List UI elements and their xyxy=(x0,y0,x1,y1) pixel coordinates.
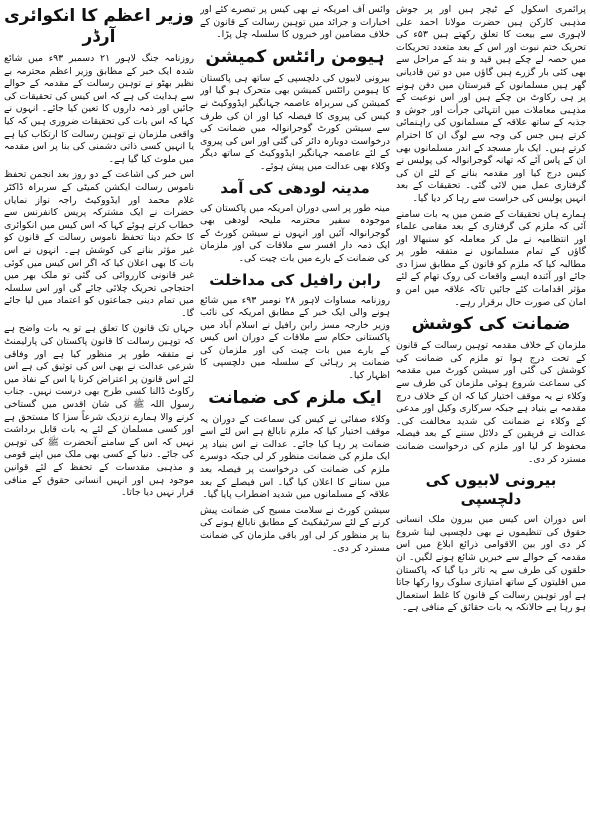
paragraph: جہاں تک قانون کا تعلق ہے تو یہ بات واضح ہے کہ توہین رسالت کا قانون پاکستان کی پارلیمنٹ نے متفقہ طور پر منظور کیا ہے اور وفاقی شرعی عدالت نے بھی اس کی توثیق کی ہے اس لئے اس قانون پر اعتراض کرنا یا اس کے نفاذ میں رکاوٹ ڈالنا کسی طرح بھی درست نہیں۔ جناب رسول اللہ ﷺ کی شان اقدس میں گستاخی کرنے والا ہمارے نزدیک شرعاً سزا کا مستحق ہے اور کسی مسلمان کے لئے یہ بات قابل برداشت نہیں کہ اس کے سامنے آنحضرت ﷺ کی توہین کی جائے۔ دنیا کے کسی بھی ملک میں اپنے قومی و مذہبی مقدسات کے تحفظ کے لئے قوانین موجود ہیں اور انہیں انسانی حقوق کے منافی قرار نہیں دیا جاتا۔ xyxy=(4,323,194,499)
headline: وزیر اعظم کا انکوائری آرڈر xyxy=(4,6,194,47)
headline: رابن رافیل کی مداخلت xyxy=(209,270,381,289)
column-1 xyxy=(396,4,586,837)
column-2 xyxy=(200,4,390,837)
paragraph: وائس آف امریکہ نے بھی کیس پر تبصرے کئے اور اخبارات و جرائد میں توہین رسالت کے قانون کے خلاف مضامین اور خبروں کا سلسلہ چل پڑا۔ xyxy=(200,4,390,41)
paragraph: ملزمان کے خلاف مقدمہ توہین رسالت کے قانون کے تحت درج ہوا تو ملزم کی ضمانت کی کوشش کی گئی اور سیشن کورٹ میں مقدمہ کی سماعت شروع ہوئی ملزمان کی طرف سے وکلاء نے یہ موقف اختیار کیا کہ ان کے خلاف درج مقدمہ بے بنیاد ہے جبکہ سرکاری وکیل اور مدعی کے وکلاء نے ضمانت کی شدید مخالفت کی۔ عدالت نے فریقین کے دلائل سننے کے بعد فیصلہ محفوظ کر لیا اور ملزم کی درخواست ضمانت مسترد کر دی۔ xyxy=(396,340,586,465)
headline: مدینہ لودھی کی آمد xyxy=(220,178,370,197)
headline: ہیومن رائٹس کمیشن xyxy=(205,46,385,67)
paragraph: روزنامہ مساوات لاہور ۲۸ نومبر ۹۳ء میں شائع ہونے والی ایک خبر کے مطابق امریکہ کی نائب وزیر خارجہ مسز رابن رافیل نے اسلام آباد میں پاکستانی حکام سے ملاقات کے دوران اس کیس کے بارے میں بات چیت کی اور ملزمان کی ضمانت پر رہائی کے سلسلہ میں دلچسپی کا اظہار کیا۔ xyxy=(200,294,390,382)
headline: بیرونی لابیوں کی دلچسپی xyxy=(425,471,557,509)
column-3 xyxy=(4,4,194,837)
paragraph: بیرونی لابیوں کی دلچسپی کے ساتھ ہی پاکستان کا ہیومن رائٹس کمیشن بھی متحرک ہو گیا اور کمیشن کی سربراہ عاصمہ جہانگیر ایڈووکیٹ نے کیس کی پیروی کا فیصلہ کیا اور ان کی طرف سے سیشن کورٹ گوجرانوالہ میں ضمانت کی درخواست دوبارہ دائر کی گئی اور اس کی پیروی کے لئے عاصمہ جہانگیر ایڈووکیٹ کے ساتھ دیگر وکلاء بھی عدالت میں پیش ہوئے۔ xyxy=(200,72,390,172)
paragraph: وکلاء صفائی نے کیس کی سماعت کے دوران یہ موقف اختیار کیا کہ ملزم نابالغ ہے اس لئے اسے ضمانت پر رہا کیا جائے۔ عدالت نے اس بنیاد پر ایک ملزم کی ضمانت منظور کر لی جبکہ دوسرے ملزم کی ضمانت کی درخواست پر فیصلہ بعد میں سنانے کا اعلان کیا گیا۔ اس فیصلے کے بعد علاقہ کے مسلمانوں میں شدید اضطراب پایا گیا۔ xyxy=(200,413,390,501)
paragraph: سیشن کورٹ نے سلامت مسیح کی ضمانت پیش کرنے کے لئے سرٹیفکیٹ کے مطابق نابالغ ہونے کی بنا پر منظور کر لی اور باقی ملزمان کی ضمانت مسترد کر دی۔ xyxy=(200,504,390,554)
paragraph: روزنامہ جنگ لاہور ۲۱ دسمبر ۹۳ء میں شائع شدہ ایک خبر کے مطابق وزیر اعظم محترمہ بے نظیر بھٹو نے توہین رسالت کے مقدمہ کے حوالے سے ہدایت کی ہے کہ اس کیس کی تحقیقات کی جائیں اور ذمہ داروں کا تعین کیا جائے۔ انہوں نے کہا کہ اس بات کی تحقیقات ضروری ہیں کہ کیا واقعی ملزمان نے توہین رسالت کا ارتکاب کیا ہے یا انہیں کسی ذاتی دشمنی کی بنا پر اس مقدمہ میں ملوث کیا گیا ہے۔ xyxy=(4,53,194,165)
paragraph: پرائمری اسکول کے ٹیچر ہیں اور پر جوش مذہبی کارکن ہیں حضرت مولانا احمد علی لاہوری سے بیعت کا تعلق رکھتے ہیں ۵۳ء کی تحریک ختم نبوت اور اس کے بعد متعدد تحریکات میں حصہ لے چکے ہیں قید و بند کے مراحل سے بھی کئی بار گزرے ہیں گاؤں میں دو تین قادیانی گھر ہیں مسلمانوں کے قبرستان میں دفن ہونے پر ہی رکاوٹ بن چکے ہیں اور اس نوعیت کے مذہبی معاملات میں انتہائی جرأت اور جوش و جذبہ کے ساتھ علاقہ کے مسلمانوں کی راہنمائی کرتے ہیں جس کی وجہ سے لوگ ان کا احترام کرتے ہیں۔ ایک بار مسجد کے اندر مسلمانوں بھی ان کے پاس آئے کہ تھانہ گوجرانوالہ کی پولیس نے کیس درج کیا اور مقدمہ بنانے کے لئے ان کی گرفتاری عمل میں لائی گئی۔ تحقیقات کے بعد انہیں پولیس کی حراست سے رہا کر دیا گیا۔ xyxy=(396,4,586,204)
headline: ایک ملزم کی ضمانت xyxy=(208,387,382,408)
paragraph: مینہ طور پر اسی دوران امریکہ میں پاکستان کی موجودہ سفیر محترمہ ملیحہ لودھی بھی گوجرانوالہ آئیں اور انہوں نے سیشن کورٹ کے ایک ذمہ دار افسر سے ملاقات کی اور ملزمان کی ضمانت کے بارے میں بات چیت کی۔ xyxy=(200,202,390,264)
paragraph: ہمارے ہاں تحقیقات کے ضمن میں یہ بات سامنے آئی کہ ملزم کی گرفتاری کے بعد مقامی علماء اور انتظامیہ نے مل کر معاملہ کو سنبھالا اور گاؤں کے تمام مسلمانوں نے متفقہ طور پر مطالبہ کیا کہ ملزم کو قانون کے مطابق سزا دی جائے اور آئندہ ایسے واقعات کی روک تھام کے لئے مؤثر اقدامات کئے جائیں تاکہ علاقہ میں امن و امان کی صورت حال برقرار رہے۔ xyxy=(396,208,586,308)
headline: ضمانت کی کوشش xyxy=(411,314,571,335)
paragraph: اس دوران اس کیس میں بیرون ملک انسانی حقوق کی تنظیموں نے بھی دلچسپی لینا شروع کر دی اور بین الاقوامی ذرائع ابلاغ میں اس مقدمہ کے حوالے سے خبریں شائع ہونے لگیں۔ ان حلقوں کی طرف سے یہ تاثر دیا گیا کہ پاکستان میں اقلیتوں کے ساتھ امتیازی سلوک روا رکھا جاتا ہے اور توہین رسالت کے قانون کا غلط استعمال ہو رہا ہے حالانکہ یہ بات حقائق کے منافی ہے۔ xyxy=(396,514,586,614)
paragraph: اس خبر کی اشاعت کے دو روز بعد انجمن تحفظ ناموس رسالت ایکشن کمیٹی کے سربراہ ڈاکٹر غلام محمد اور ایڈووکیٹ راجہ نواز نمایاں حضرات نے ایک مشترکہ پریس کانفرنس سے خطاب کرتے ہوئے کہا کہ اس کیس میں انکوائری کا حکم دینا تحفظ ناموس رسالت کے قانون کو غیر مؤثر بنانے کی کوشش ہے۔ انہوں نے اس بات کا بھی اعلان کیا کہ اگر اس کیس میں کوئی غیر قانونی کارروائی کی گئی تو ملک بھر میں احتجاجی تحریک چلائی جائے گی اور اس سلسلہ میں تمام دینی جماعتوں کو اعتماد میں لیا جائے گا۔ xyxy=(4,169,194,319)
